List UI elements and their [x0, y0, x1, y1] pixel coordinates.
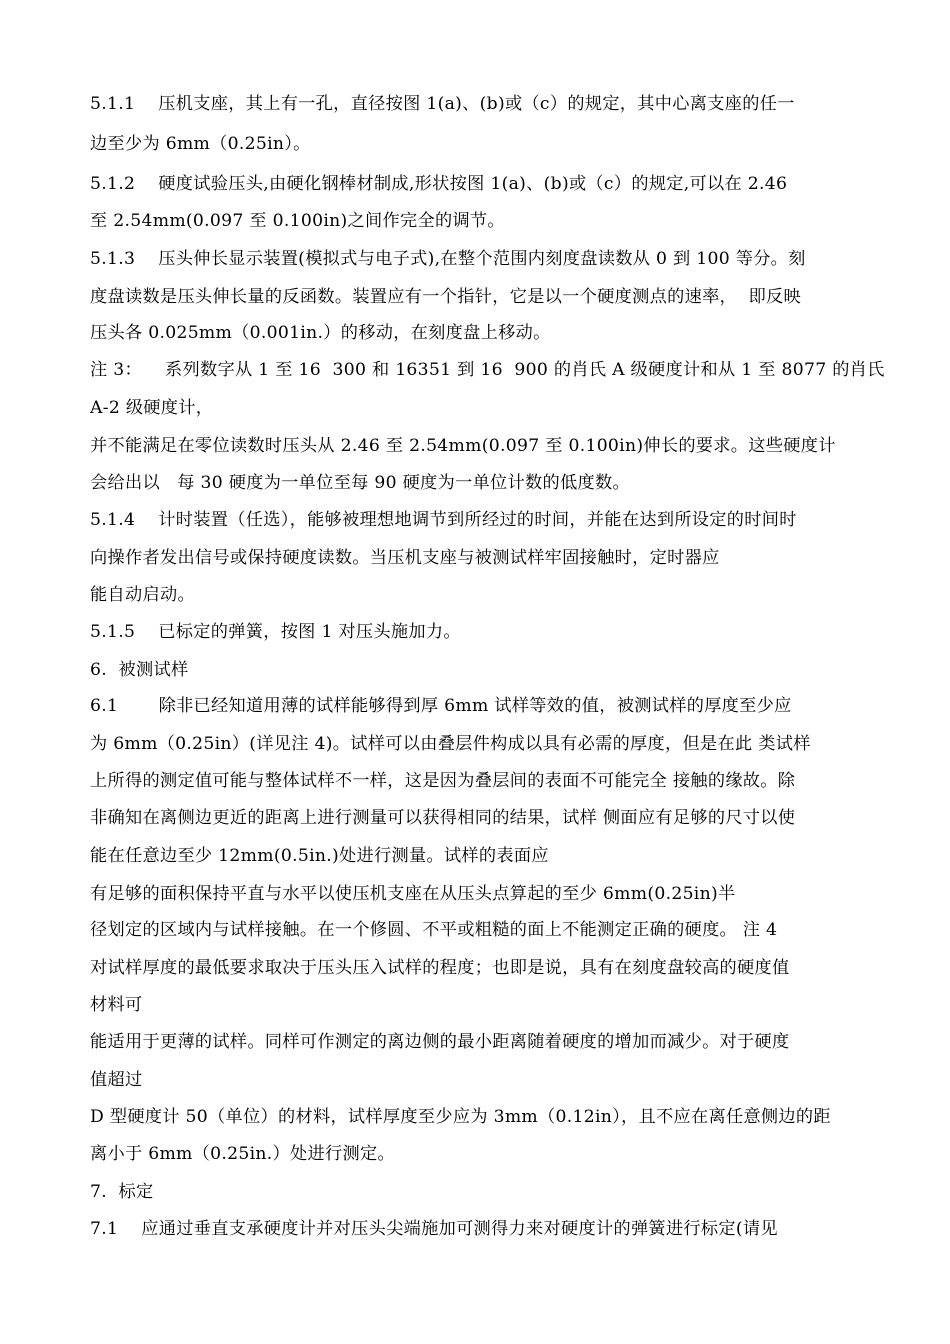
text-line: 注 3： 系列数字从 1 至 16 300 和 16351 到 16 900 的肖氏 A 级硬度计和从 1 至 8077 的肖氏 — [90, 360, 885, 380]
text-line: 会给出以 每 30 硬度为一单位至每 90 硬度为一单位计数的低度数。 — [90, 473, 630, 493]
text-line: D 型硬度计 50（单位）的材料，试样厚度至少应为 3mm（0.12in），且不应在离任意侧边的距 — [90, 1107, 831, 1127]
text-line: A-2 级硬度计， — [90, 398, 214, 418]
section-heading: 6. 被测试样 — [90, 660, 189, 680]
text-line: 5.1.5 已标定的弹簧，按图 1 对压头施加力。 — [90, 622, 461, 642]
text-line: 材料可 — [90, 995, 143, 1015]
text-line: 能在任意边至少 12mm(0.5in.)处进行测量。试样的表面应 — [90, 846, 549, 866]
text-line: 有足够的面积保持平直与水平以使压机支座在从压头点算起的至少 6mm(0.25in)半 — [90, 884, 736, 904]
text-line: 能适用于更薄的试样。同样可作测定的离边侧的最小距离随着硬度的增加而减少。对于硬度 — [90, 1032, 790, 1052]
text-line: 对试样厚度的最低要求取决于压头压入试样的程度；也即是说，具有在刻度盘较高的硬度值 — [90, 958, 790, 978]
section-heading: 7. 标定 — [90, 1182, 154, 1202]
text-line: 为 6mm（0.25in）(详见注 4)。试样可以由叠层件构成以具有必需的厚度，但是在此 类试样 — [90, 734, 811, 754]
text-line: 径划定的区域内与试样接触。在一个修圆、不平或粗糙的面上不能测定正确的硬度。 注 4 — [90, 920, 778, 940]
text-line: 压头各 0.025mm（0.001in.）的移动，在刻度盘上移动。 — [90, 323, 551, 343]
text-line: 5.1.2 硬度试验压头,由硬化钢棒材制成,形状按图 1(a)、(b)或（c）的规定,可以在 2.46 — [90, 174, 788, 194]
text-line: 至 2.54mm(0.097 至 0.100in)之间作完全的调节。 — [90, 211, 505, 231]
text-line: 非确知在离侧边更近的距离上进行测量可以获得相同的结果，试样 侧面应有足够的尺寸以使 — [90, 808, 796, 828]
text-line: 并不能满足在零位读数时压头从 2.46 至 2.54mm(0.097 至 0.100in)伸长的要求。这些硬度计 — [90, 436, 836, 456]
text-line: 值超过 — [90, 1070, 143, 1090]
text-line: 5.1.1 压机支座，其上有一孔，直径按图 1(a)、(b)或（c）的规定，其中心离支座的任一 — [90, 94, 795, 114]
text-line: 6.1 除非已经知道用薄的试样能够得到厚 6mm 试样等效的值，被测试样的厚度至少应 — [90, 696, 792, 716]
text-line: 离小于 6mm（0.25in.）处进行测定。 — [90, 1144, 395, 1164]
text-line: 5.1.4 计时装置（任选），能够被理想地调节到所经过的时间，并能在达到所设定的时间时 — [90, 510, 797, 530]
text-line: 度盘读数是压头伸长量的反函数。装置应有一个指针，它是以一个硬度测点的速率， 即反映 — [90, 287, 802, 307]
text-line: 能自动启动。 — [90, 585, 195, 605]
text-line: 上所得的测定值可能与整体试样不一样，这是因为叠层间的表面不可能完全 接触的缘故。除 — [90, 771, 796, 791]
text-line: 5.1.3 压头伸长显示装置(模拟式与电子式),在整个范围内刻度盘读数从 0 到 100 等分。刻 — [90, 249, 806, 269]
text-line: 边至少为 6mm（0.25in）。 — [90, 134, 311, 154]
text-line: 7.1 应通过垂直支承硬度计并对压头尖端施加可测得力来对硬度计的弹簧进行标定(请见 — [90, 1219, 778, 1239]
text-line: 向操作者发出信号或保持硬度读数。当压机支座与被测试样牢固接触时，定时器应 — [90, 548, 720, 568]
